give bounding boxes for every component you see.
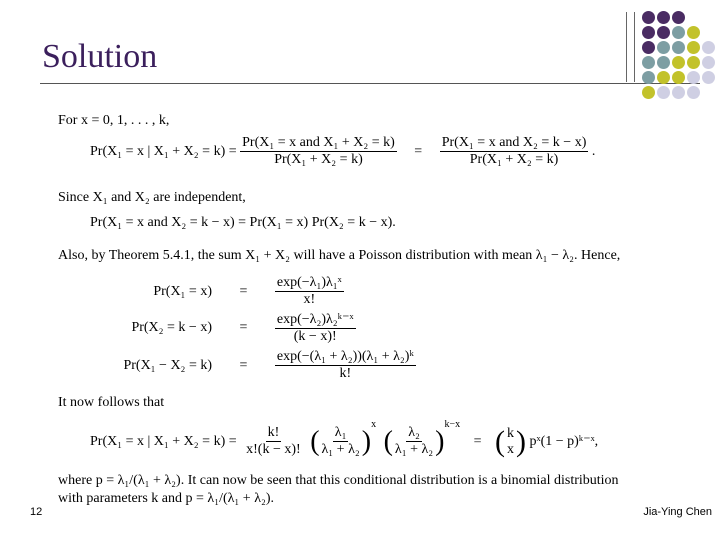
eq1-lhs: Pr(X₁ = x | X₁ + X₂ = k) = (90, 143, 237, 159)
independence-text: Since X₁ and X₂ are independent, (58, 190, 246, 205)
where-text-line-2: with parameters k and p = λ₁/(λ₁ + λ₂). (58, 491, 275, 506)
divider-vertical-1 (626, 12, 627, 82)
p2-equals: = (239, 320, 248, 335)
final-term1-exponent: x (371, 419, 377, 430)
p3-lhs: Pr(X₁ − X₂ = k) (123, 357, 212, 373)
p1-lhs: Pr(X₁ = x) (153, 283, 212, 299)
p3-numerator: exp(−(λ₁ + λ₂))(λ₁ + λ₂)ᵏ (276, 349, 414, 364)
p1-numerator: exp(−λ₁)λ₁ˣ (276, 275, 342, 290)
eq1-period: . (591, 143, 596, 159)
where-text-line-1: where p = λ₁/(λ₁ + λ₂). It can now be seen that this conditional distribution is a binomial distribution (58, 473, 619, 488)
equation-conditional (90, 135, 595, 168)
author-name: Jia-Ying Chen (643, 506, 712, 518)
equation-poisson-2 (96, 311, 356, 345)
p2-numerator: exp(−λ₂)λ₂ᵏ⁻ˣ (276, 312, 354, 327)
final-term2-denominator: λ₁ + λ₂ (394, 442, 434, 458)
eq1-numerator-1: Pr(X₁ = x and X₁ + X₂ = k) (242, 135, 395, 150)
final-term2-exponent: k−x (444, 419, 461, 430)
divider-vertical-2 (634, 12, 635, 82)
final-term1-numerator: λ₁ (334, 425, 347, 441)
final-tail: pˣ(1 − p)ᵏ⁻ˣ, (529, 434, 599, 450)
binomial-bottom: x (507, 441, 515, 457)
final-coef-denominator: x!(k − x)! (246, 442, 301, 458)
eq1-denominator-1: Pr(X₁ + X₂ = k) (274, 152, 363, 167)
equation-independence: Pr(X₁ = x and X₂ = k − x) = Pr(X₁ = x) Pr(X₂ = k − x). (90, 215, 396, 230)
p2-lhs: Pr(X₂ = k − x) (131, 320, 212, 335)
final-term1-denominator: λ₁ + λ₂ (321, 442, 360, 458)
eq1-numerator-2: Pr(X₁ = x and X₂ = k − x) (441, 135, 587, 150)
equation-binomial: Pr(X₁ = x | X₁ + X₂ = k) = $\frac{k!}{x!(k - x)!}$ ( $\frac{\text{λ₁}}{\text{λ₁ + λ₂}}$ )$^x$ ( $\frac{\text{λ₂}}{\text{λ₁ + λ₂}}$ )$^{k-x}$ = ( k x ) pˣ(1 − p)ᵏ⁻ˣ, (90, 419, 599, 458)
p3-denominator: k! (339, 366, 352, 381)
follows-text: It now follows that (58, 395, 165, 410)
final-coef-numerator: k! (267, 425, 280, 441)
final-equals: = (473, 433, 482, 449)
intro-text: For x = 0, 1, . . . , k, (58, 113, 170, 128)
title-underline (40, 83, 700, 84)
equation-poisson-1 (122, 275, 344, 308)
eq1-equals: = (414, 143, 423, 159)
equation-poisson-sum (90, 349, 416, 382)
page-number: 12 (30, 506, 43, 518)
final-lhs: Pr(X₁ = x | X₁ + X₂ = k) = (90, 433, 237, 449)
slide-title: Solution (42, 38, 158, 75)
eq1-denominator-2: Pr(X₁ + X₂ = k) (469, 152, 559, 167)
theorem-text: Also, by Theorem 5.4.1, the sum X₁ + X₂ will have a Poisson distribution with mean λ₁ − λ₂. Hence, (58, 248, 621, 263)
p3-equals: = (239, 357, 248, 373)
final-term2-numerator: λ₂ (408, 425, 420, 441)
p1-equals: = (239, 283, 248, 299)
p1-denominator: x! (303, 292, 316, 307)
binomial-top: k (507, 425, 515, 441)
p2-denominator: (k − x)! (293, 329, 337, 344)
